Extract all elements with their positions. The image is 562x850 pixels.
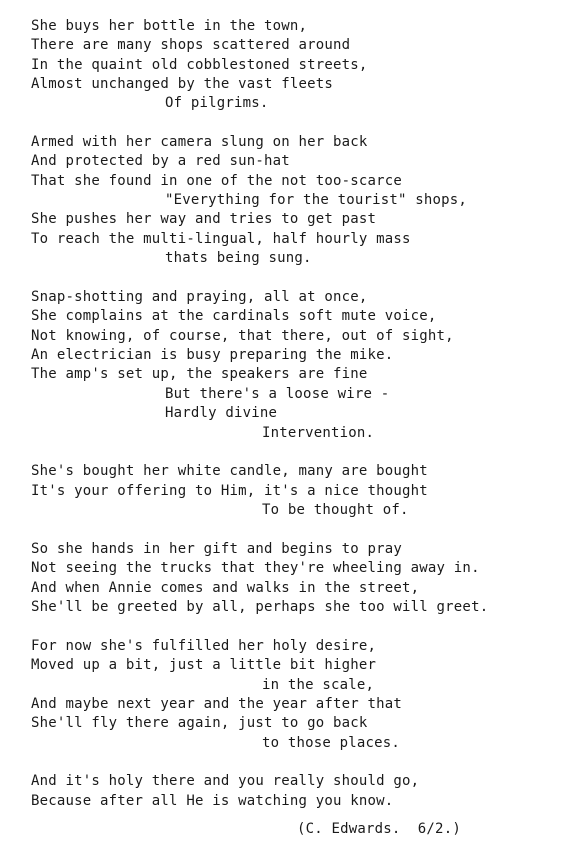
poem-line: But there's a loose wire -: [165, 386, 390, 402]
poem-line: And when Annie comes and walks in the street,: [31, 580, 420, 596]
poem-line: She'll be greeted by all, perhaps she too will greet.: [31, 599, 489, 615]
poem-line: An electrician is busy preparing the mike.: [31, 347, 394, 363]
poem-line: For now she's fulfilled her holy desire,: [31, 638, 377, 654]
poem-line: Intervention.: [262, 425, 375, 441]
poem-line: And protected by a red sun-hat: [31, 153, 290, 169]
poem-line: She's bought her white candle, many are bought: [31, 463, 428, 479]
poem-line: Not knowing, of course, that there, out of sight,: [31, 328, 454, 344]
poem-line: Snap-shotting and praying, all at once,: [31, 289, 368, 305]
poem-line: There are many shops scattered around: [31, 37, 351, 53]
author-signature: (C. Edwards. 6/2.): [297, 821, 461, 837]
poem-line: And maybe next year and the year after that: [31, 696, 403, 712]
poem-line: Of pilgrims.: [165, 95, 269, 111]
poem-line: Because after all He is watching you know.: [31, 793, 394, 809]
poem-line: She pushes her way and tries to get past: [31, 211, 377, 227]
poem-line: to those places.: [262, 735, 401, 751]
poem-line: And it's holy there and you really should go,: [31, 773, 420, 789]
poem-line: She complains at the cardinals soft mute voice,: [31, 308, 437, 324]
poem-line: So she hands in her gift and begins to pray: [31, 541, 403, 557]
poem-line: It's your offering to Him, it's a nice thought: [31, 483, 428, 499]
poem-line: "Everything for the tourist" shops,: [165, 192, 468, 208]
poem-line: She'll fly there again, just to go back: [31, 715, 368, 731]
poem-line: Hardly divine: [165, 405, 278, 421]
poem-line: in the scale,: [262, 677, 375, 693]
poem-line: Armed with her camera slung on her back: [31, 134, 368, 150]
poem-line: That she found in one of the not too-scarce: [31, 173, 403, 189]
poem-line: Moved up a bit, just a little bit higher: [31, 657, 377, 673]
poem-line: Not seeing the trucks that they're wheeling away in.: [31, 560, 480, 576]
poem-line: To be thought of.: [262, 502, 409, 518]
poem-line: To reach the multi-lingual, half hourly mass: [31, 231, 411, 247]
poem-line: thats being sung.: [165, 250, 312, 266]
poem-line: Almost unchanged by the vast fleets: [31, 76, 334, 92]
poem-line: The amp's set up, the speakers are fine: [31, 366, 368, 382]
poem-line: In the quaint old cobblestoned streets,: [31, 57, 368, 73]
poem-line: She buys her bottle in the town,: [31, 18, 308, 34]
